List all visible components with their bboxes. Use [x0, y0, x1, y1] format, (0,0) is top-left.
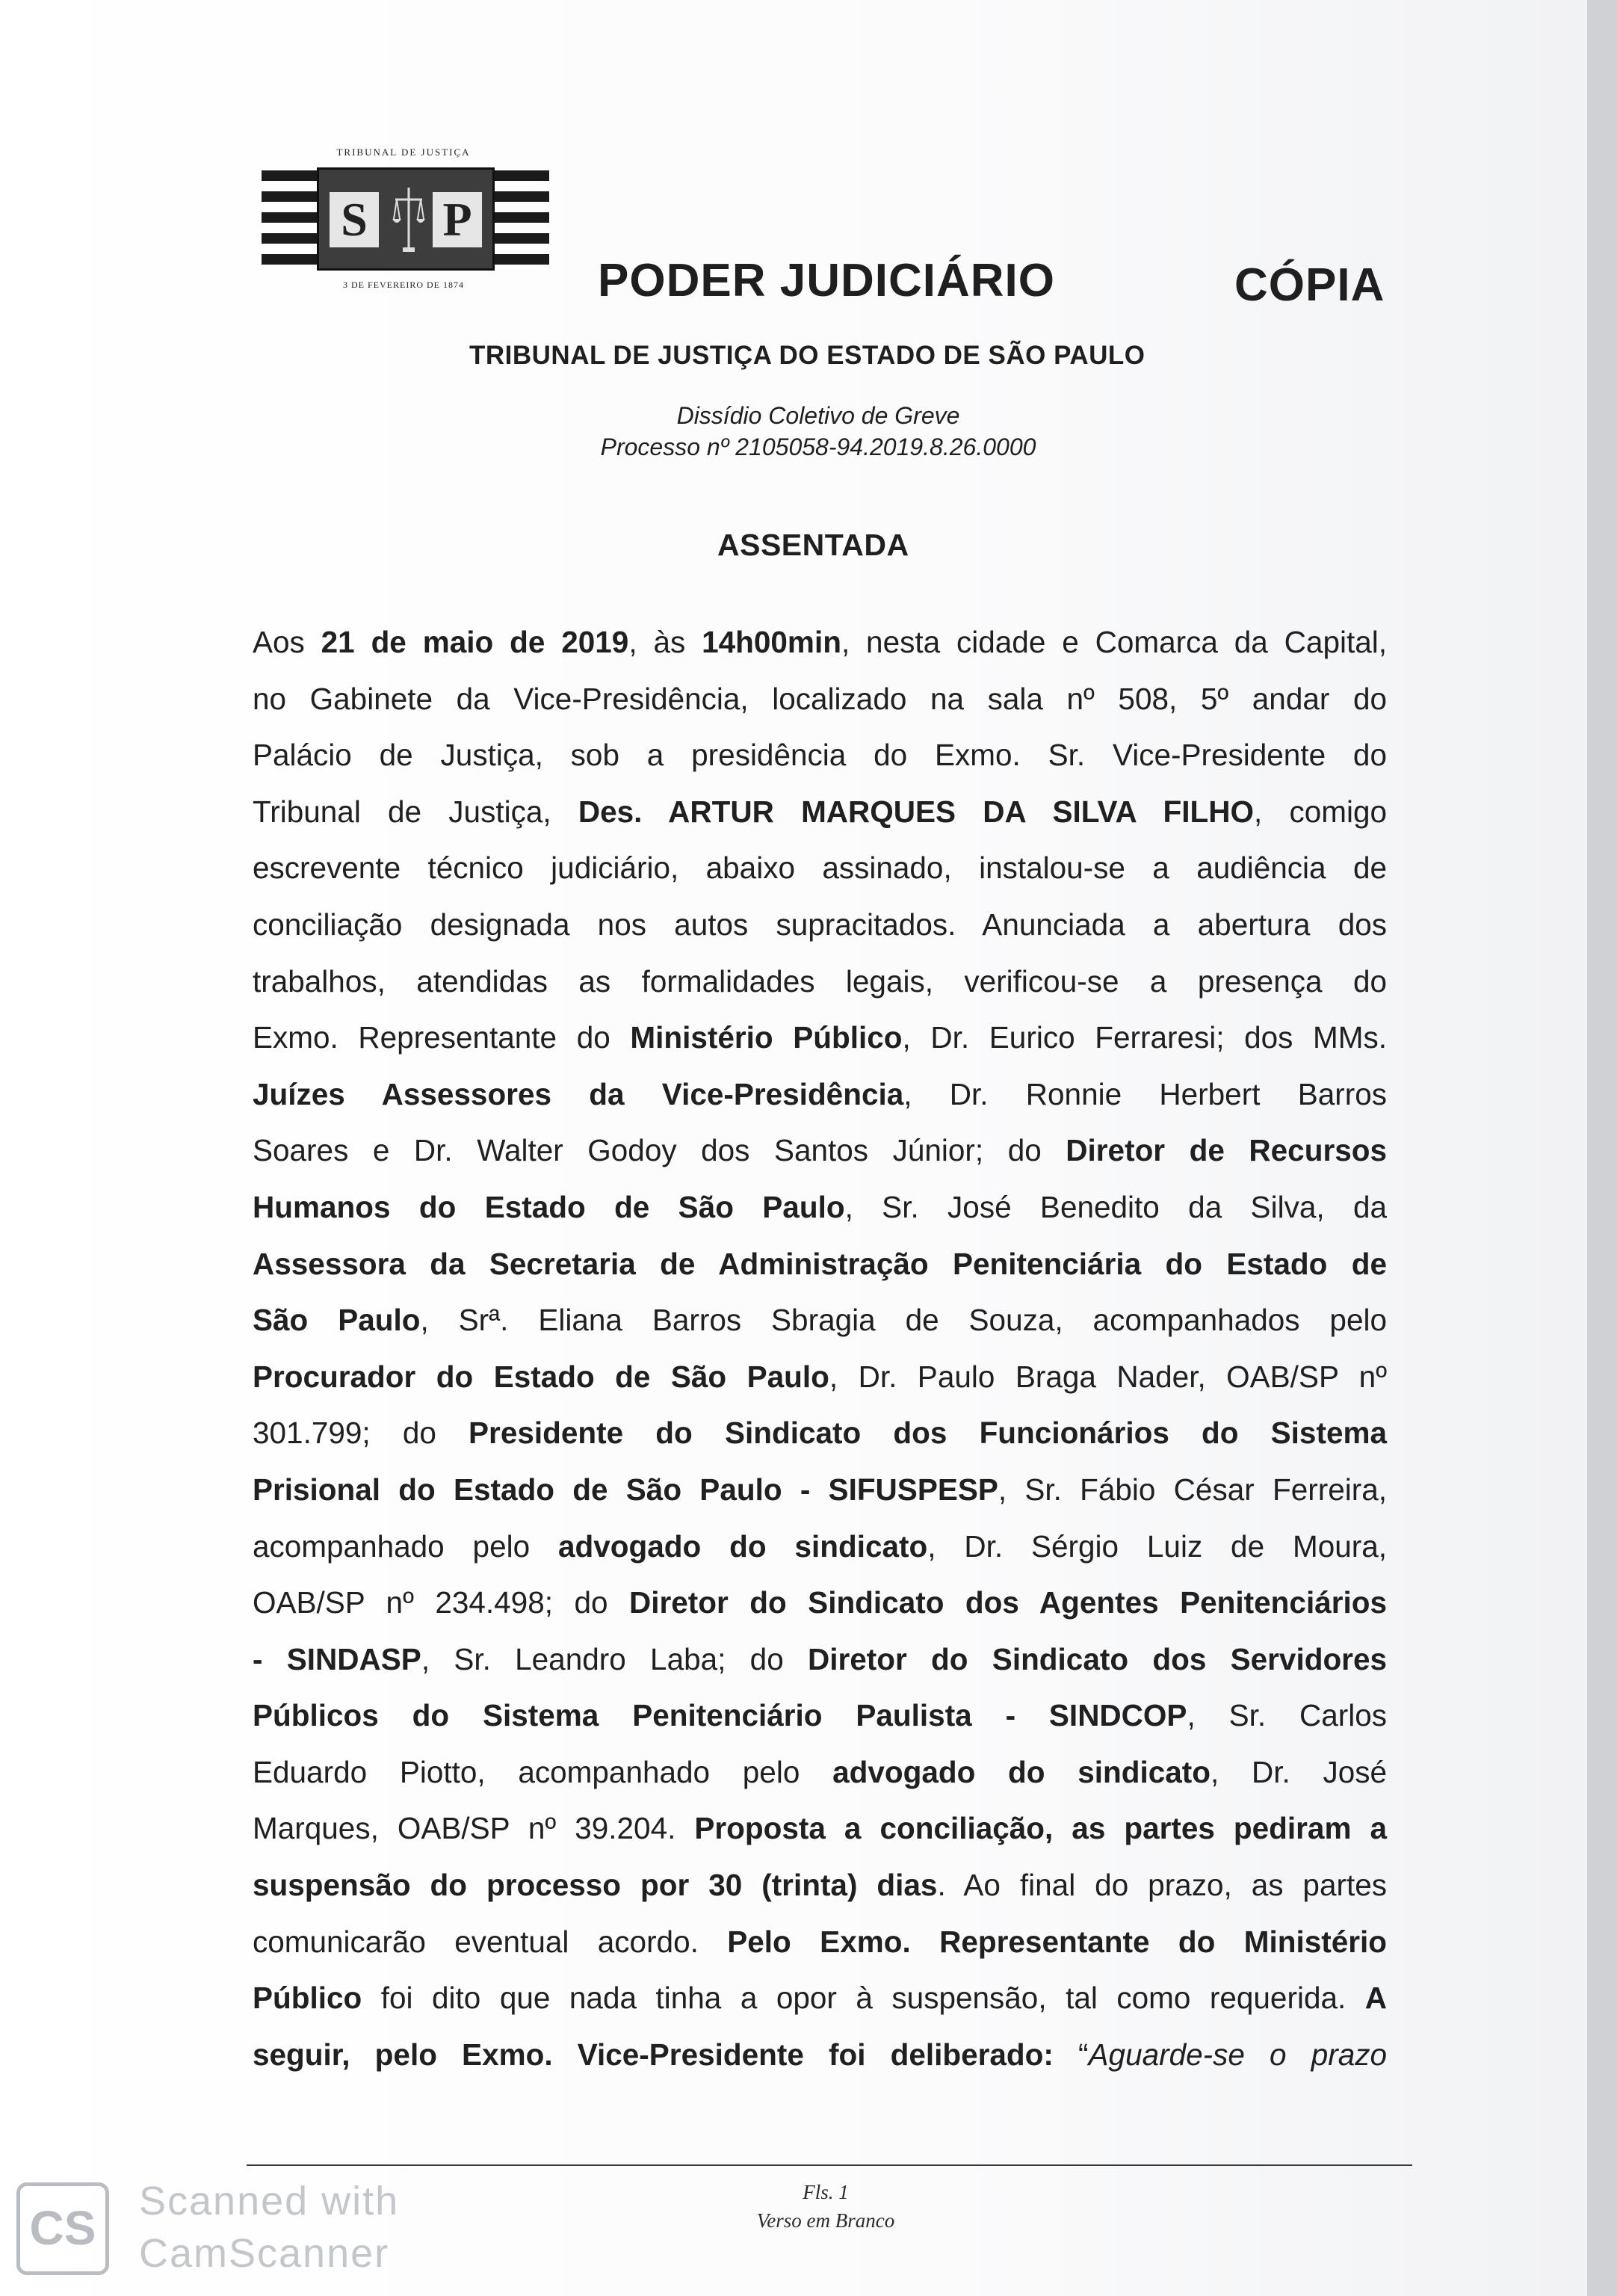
- body-line: [253, 614, 1387, 671]
- body-bold-text: advogado do sindicato: [832, 1754, 1211, 1789]
- body-text-segment: foi dito que nada tinha a opor à suspensão, tal como requerida.: [362, 1981, 1365, 2016]
- body-line: [253, 1688, 1387, 1744]
- body-bold-text: Diretor do Sindicato dos Servidores: [808, 1641, 1387, 1676]
- body-bold-text: Prisional do Estado de São Paulo - SIFUSPESP: [253, 1472, 998, 1507]
- body-text-segment: Tribunal de Justiça,: [253, 794, 578, 829]
- body-text-segment: Eduardo Piotto, acompanhado pelo: [253, 1754, 833, 1789]
- case-type: Dissídio Coletivo de Greve: [676, 402, 960, 429]
- body-line: [253, 1010, 1387, 1067]
- body-line: [253, 840, 1387, 897]
- body-bold-text: Juízes Assessores da Vice-Presidência: [253, 1076, 904, 1111]
- body-line: [253, 1123, 1387, 1179]
- logo-letter-s: S: [330, 192, 379, 247]
- case-number: Processo nº 2105058-94.2019.8.26.0000: [600, 433, 1036, 460]
- body-line: [253, 1349, 1387, 1406]
- body-text-segment: , Sr. José Benedito da Silva, da: [844, 1189, 1387, 1224]
- body-text-segment: Aos: [253, 625, 321, 659]
- body-line: [253, 1575, 1387, 1632]
- body-line: [253, 671, 1387, 728]
- body-text-segment: acompanhado pelo: [253, 1528, 558, 1564]
- body-text-segment: Exmo. Representante do: [253, 1020, 631, 1055]
- body-line: [253, 954, 1387, 1010]
- body-bold-text: Diretor do Sindicato dos Agentes Penitenciários: [628, 1585, 1387, 1620]
- body-line: [253, 1179, 1387, 1236]
- body-bold-text: Públicos do Sistema Penitenciário Paulista - SINDCOP: [253, 1698, 1187, 1733]
- body-text-segment: , comigo: [1253, 794, 1388, 829]
- footer-divider: [247, 2164, 1412, 2166]
- body-text-segment: OAB/SP nº 234.498; do: [253, 1585, 629, 1620]
- body-bold-text: Público: [253, 1981, 362, 2016]
- body-line: [253, 1632, 1387, 1688]
- body-text-segment: 301.799; do: [253, 1416, 469, 1451]
- body-line: [253, 1405, 1387, 1462]
- body-text-segment: Marques, OAB/SP nº 39.204.: [253, 1811, 695, 1846]
- body-bold-text: seguir, pelo Exmo. Vice-Presidente foi deliberado:: [253, 2037, 1054, 2072]
- tribunal-heading: TRIBUNAL DE JUSTIÇA DO ESTADO DE SÃO PAULO: [469, 341, 1145, 370]
- body-bold-text: A: [1364, 1981, 1387, 2016]
- body-text-segment: escrevente técnico judiciário, abaixo assinado, instalou-se a audiência de: [253, 851, 1387, 886]
- verso-note: Verso em Branco: [756, 2209, 895, 2232]
- body-bold-text: suspensão do processo por 30 (trinta) dias: [253, 1868, 938, 1903]
- poder-judiciario-heading: PODER JUDICIÁRIO: [598, 255, 1055, 306]
- logo-letter-p: P: [433, 192, 482, 247]
- body-line: [253, 1236, 1387, 1293]
- body-line: [253, 1800, 1387, 1857]
- body-bold-text: Assessora da Secretaria de Administração Penitenciária do Estado de: [253, 1246, 1387, 1281]
- background-edge: [1587, 0, 1617, 2296]
- body-text-segment: , Sr. Leandro Laba; do: [421, 1641, 808, 1676]
- page-number: Fls. 1: [803, 2181, 849, 2203]
- body-line: [253, 1519, 1387, 1576]
- body-text-segment: , nesta cidade e Comarca da Capital,: [841, 625, 1387, 659]
- body-line: [253, 784, 1387, 841]
- body-text-segment: “: [1053, 2037, 1089, 2072]
- body-line: [253, 1462, 1387, 1519]
- body-line: [253, 1970, 1387, 2027]
- body-bold-text: Presidente do Sindicato dos Funcionários do Sistema: [469, 1416, 1388, 1451]
- body-text-segment: Palácio de Justiça, sob a presidência do Exmo. Sr. Vice-Presidente do: [253, 738, 1387, 773]
- body-bold-text: Proposta a conciliação, as partes pediram a: [694, 1811, 1387, 1846]
- body-bold-text: Diretor de Recursos: [1066, 1133, 1387, 1168]
- body-text-segment: conciliação designada nos autos supracitados. Anunciada a abertura dos: [253, 907, 1387, 942]
- body-text-segment: , Dr. José: [1211, 1754, 1387, 1789]
- body-text-segment: , Dr. Paulo Braga Nader, OAB/SP nº: [829, 1359, 1387, 1394]
- body-line: [253, 727, 1387, 784]
- body-bold-text: Des. ARTUR MARQUES DA SILVA FILHO: [578, 794, 1254, 829]
- body-text-segment: , Sr. Carlos: [1187, 1698, 1387, 1733]
- body-text-segment: no Gabinete da Vice-Presidência, localizado na sala nº 508, 5º andar do: [253, 681, 1387, 716]
- body-text-segment: Soares e Dr. Walter Godoy dos Santos Júnior; do: [253, 1133, 1066, 1168]
- body-line: [253, 897, 1387, 954]
- scales-of-justice-icon: [391, 183, 427, 255]
- body-bold-text: Ministério Público: [630, 1020, 903, 1055]
- watermark-line1: Scanned with: [139, 2179, 400, 2224]
- body-text-segment: , Sr. Fábio César Ferreira,: [998, 1472, 1387, 1507]
- body-line: [253, 1067, 1387, 1123]
- body-line: [253, 2027, 1387, 2084]
- logo-emblem: [317, 167, 495, 271]
- body-text-segment: . Ao final do prazo, as partes: [937, 1868, 1387, 1903]
- body-bold-text: - SINDASP: [253, 1641, 421, 1676]
- camscanner-logo-icon: CS: [16, 2182, 109, 2275]
- watermark-line2: CamScanner: [139, 2231, 390, 2276]
- body-line: [253, 1914, 1387, 1971]
- body-bold-text: 14h00min: [702, 625, 841, 659]
- body-text-segment: trabalhos, atendidas as formalidades legais, verificou-se a presença do: [253, 963, 1387, 999]
- body-text-segment: Aguarde-se o prazo: [1088, 2037, 1387, 2072]
- body-bold-text: 21 de maio de 2019: [321, 625, 629, 659]
- body-line: [253, 1744, 1387, 1801]
- body-bold-text: Humanos do Estado de São Paulo: [253, 1189, 845, 1224]
- document-title: ASSENTADA: [717, 528, 909, 562]
- body-text-segment: , às: [628, 625, 702, 659]
- body-line: [253, 1857, 1387, 1914]
- body-bold-text: advogado do sindicato: [558, 1528, 928, 1564]
- body-line: [253, 1292, 1387, 1349]
- body-bold-text: Pelo Exmo. Representante do Ministério: [727, 1924, 1387, 1959]
- body-text-segment: , Dr. Ronnie Herbert Barros: [903, 1076, 1387, 1111]
- logo-caption-top: TRIBUNAL DE JUSTIÇA: [336, 146, 471, 158]
- body-bold-text: São Paulo: [253, 1303, 421, 1338]
- body-bold-text: Procurador do Estado de São Paulo: [253, 1359, 829, 1394]
- body-text-segment: , Dr. Eurico Ferraresi; dos MMs.: [902, 1020, 1388, 1055]
- minutes-body: [253, 614, 1387, 2083]
- body-text-segment: comunicarão eventual acordo.: [253, 1924, 728, 1959]
- copia-label: CÓPIA: [1234, 259, 1385, 311]
- body-text-segment: , Dr. Sérgio Luiz de Moura,: [927, 1528, 1388, 1564]
- body-text-segment: , Srª. Eliana Barros Sbragia de Souza, acompanhados pelo: [420, 1303, 1388, 1338]
- logo-caption-bottom: 3 DE FEVEREIRO DE 1874: [343, 280, 464, 290]
